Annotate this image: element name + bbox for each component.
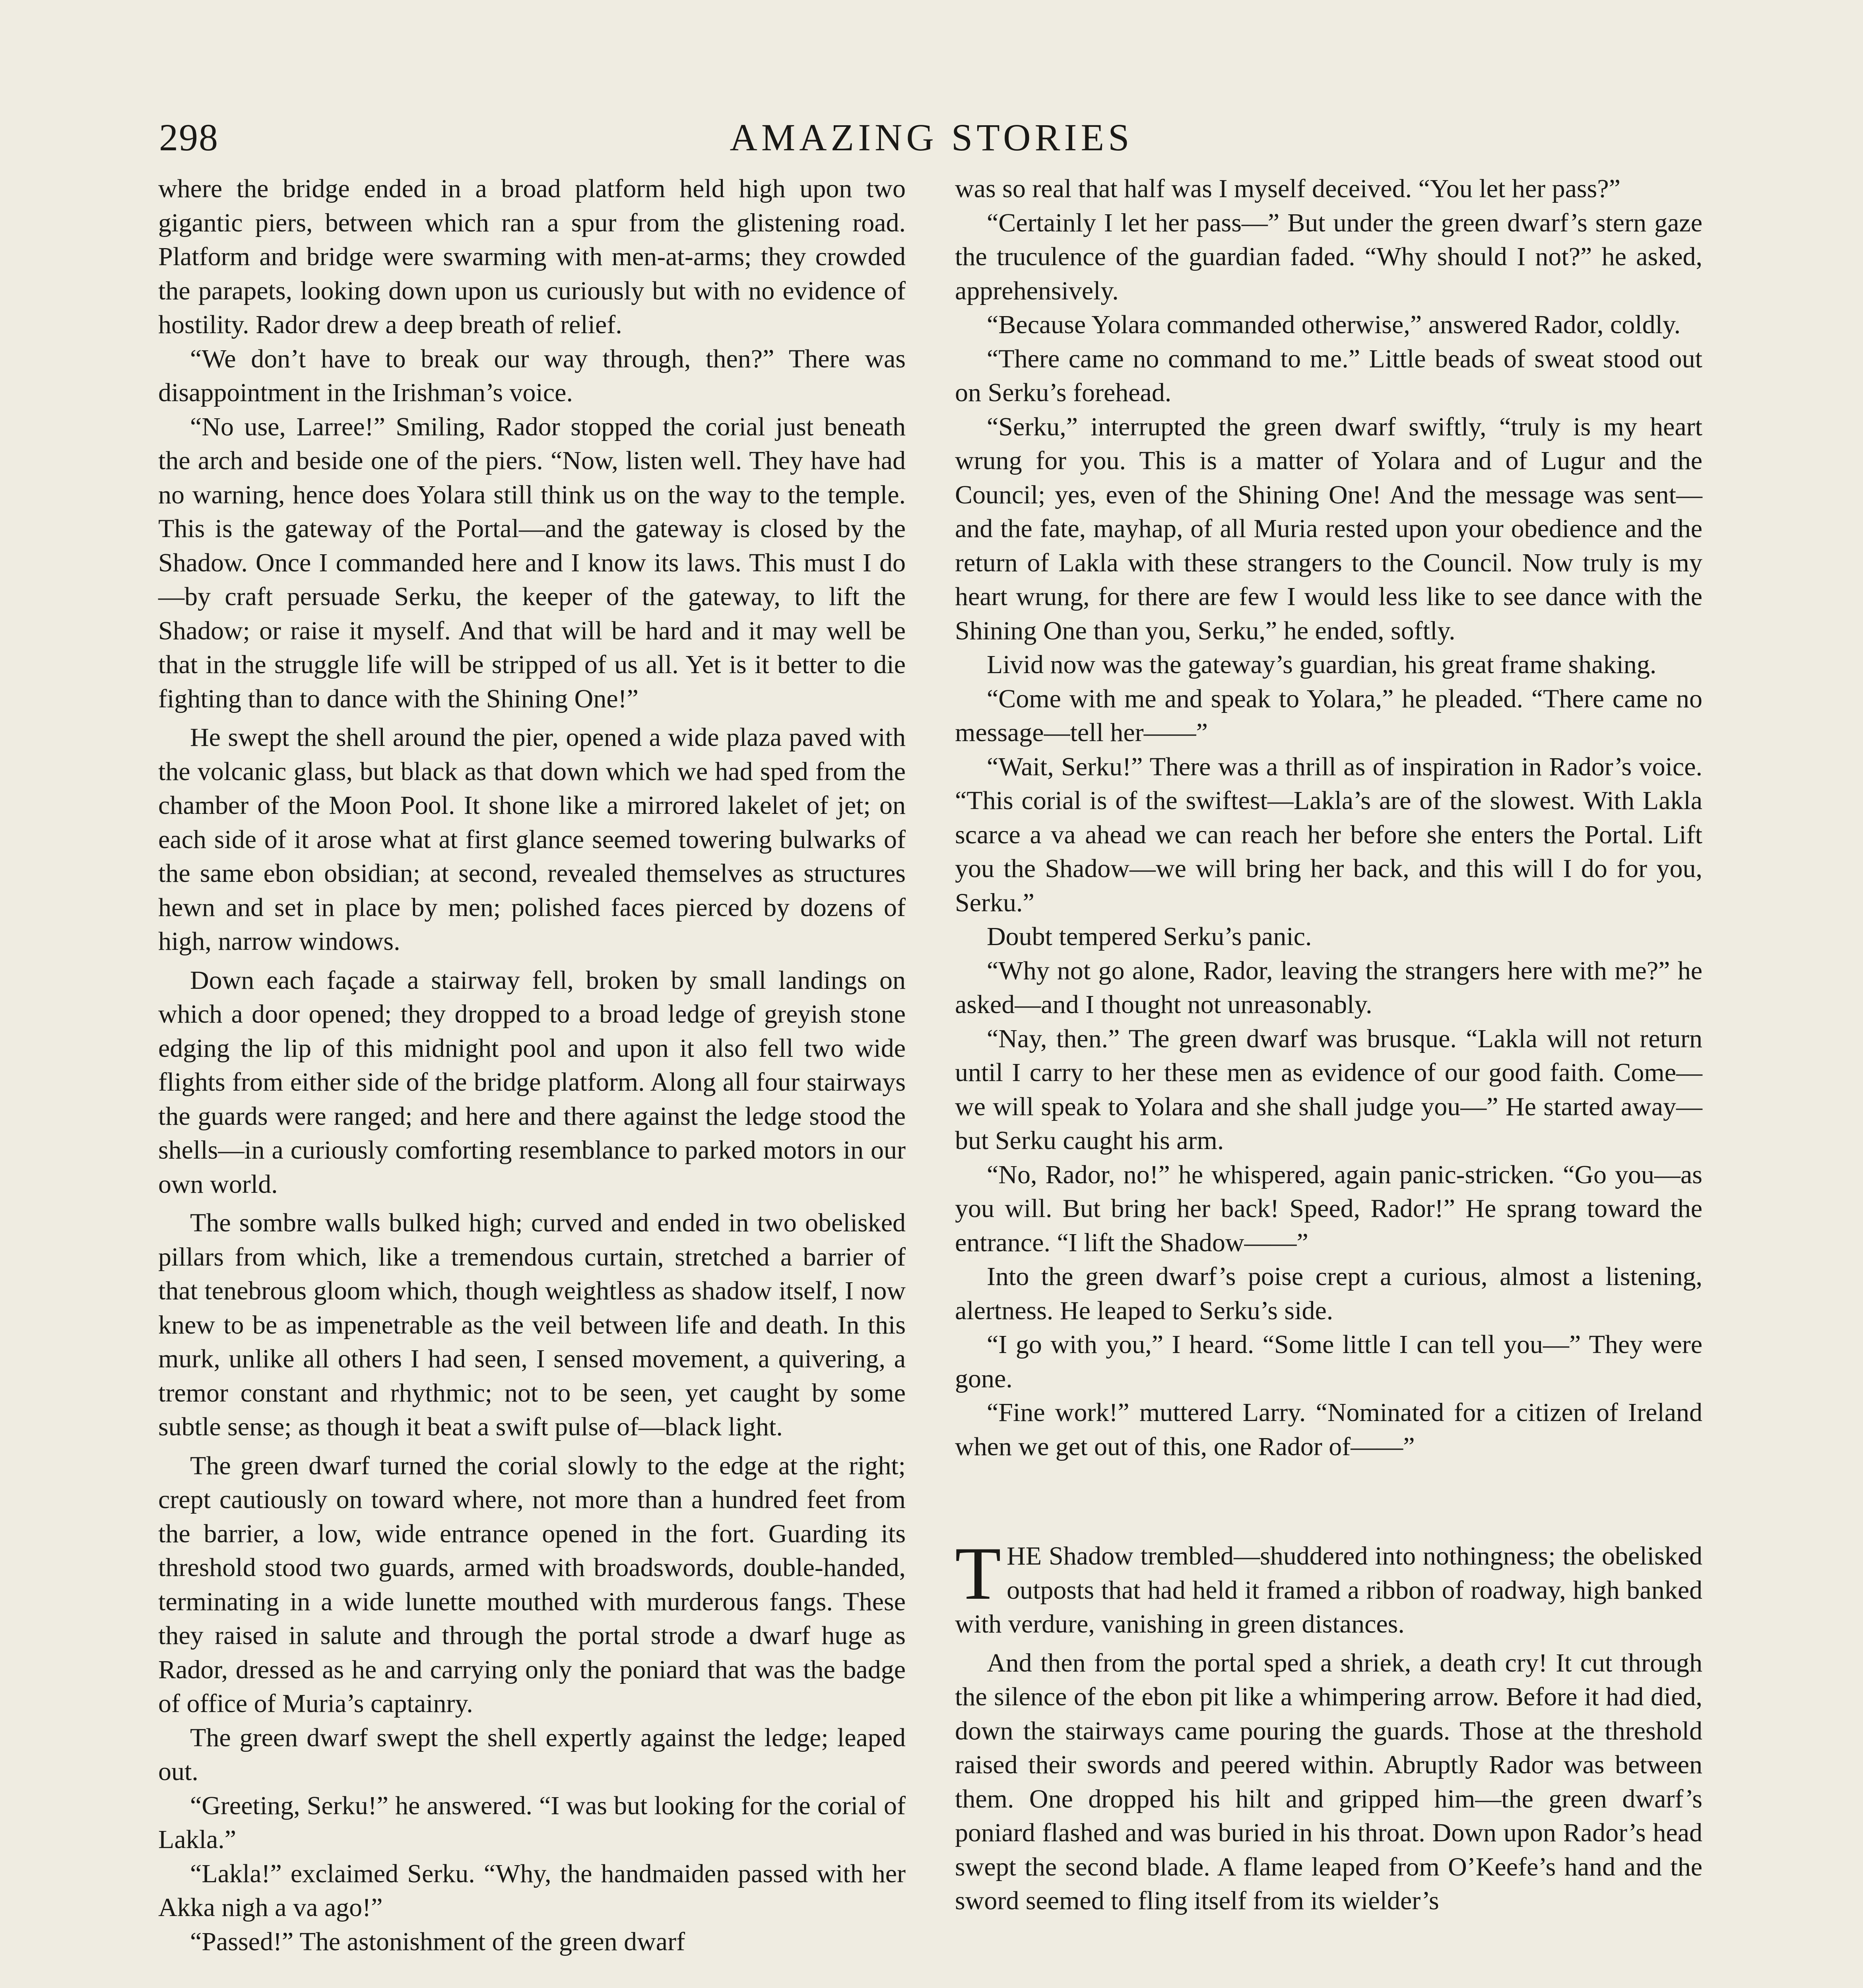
section-break: [955, 1464, 1702, 1539]
paragraph: “Certainly I let her pass—” But under the green dwarf’s stern gaze the truculence of the guardian faded. “Why should I not?” he asked, apprehensively.: [955, 208, 1702, 305]
paragraph: “Wait, Serku!” There was a thrill as of inspiration in Rador’s voice. “This corial is of the swiftest—Lakla’s are of the slowest. With Lakla scarce a va ahead we can reach her before she enters the Portal. Lift you the Shadow—we will bring her back, and this will I do for you, Serku.”: [955, 752, 1702, 917]
paragraph: The sombre walls bulked high; curved and ended in two obelisked pillars from which, like a tremendous curtain, stretched a barrier of that tenebrous gloom which, though weightless as shadow itself, I now knew to be as impenetrable as the veil between life and death. In this murk, unlike all others I had seen, I sensed movement, a quivering, a tremor constant and rhythmic; not to be seen, yet caught by some subtle sense; as though it beat a swift pulse of—black light.: [158, 1208, 906, 1441]
drop-cap: T: [955, 1532, 1001, 1615]
paragraph: “Lakla!” exclaimed Serku. “Why, the handmaiden passed with her Akka nigh a va ago!”: [158, 1859, 906, 1922]
paragraph: And then from the portal sped a shriek, a death cry! It cut through the silence of the ebon pit like a whimpering arrow. Before it had died, down the stairways came pouring the guards. Those at the threshold raised their swords and peered within. Abruptly Rador was between them. One dropped his hilt and gripped him—the green dwarf’s poniard flashed and was buried in his throat. Down upon Rador’s head swept the second blade. A flame leaped from O’Keefe’s hand and the sword seemed to fling itself from its wielder’s: [955, 1648, 1702, 1915]
paragraph: “Because Yolara commanded otherwise,” answered Rador, coldly.: [987, 310, 1681, 339]
paragraph: “No, Rador, no!” he whispered, again panic-stricken. “Go you—as you will. But bring her back! Speed, Rador!” He sprang toward the entrance. “I lift the Shadow——”: [955, 1160, 1702, 1257]
paragraph: The green dwarf swept the shell expertly against the ledge; leaped out.: [158, 1723, 906, 1786]
paragraph: Into the green dwarf’s poise crept a curious, almost a listening, alertness. He leaped to Serku’s side.: [955, 1262, 1702, 1325]
paragraph: “Serku,” interrupted the green dwarf swiftly, “truly is my heart wrung for you. This is a matter of Yolara and of Lugur and the Council; yes, even of the Shining One! And the message was sent—and the fate, mayhap, of all Muria rested upon your obedience and the return of Lakla with these strangers to the Council. Now truly is my heart wrung, for there are few I would less like to see dance with the Shining One than you, Serku,” he ended, softly.: [955, 412, 1702, 645]
paragraph: “Nay, then.” The green dwarf was brusque. “Lakla will not return until I carry to her these men as evidence of our good faith. Come—we will speak to Yolara and she shall judge you—” He started away—but Serku caught his arm.: [955, 1024, 1702, 1155]
paragraph: “Passed!” The astonishment of the green dwarf: [190, 1927, 685, 1956]
paragraph: “There came no command to me.” Little beads of sweat stood out on Serku’s forehead.: [955, 344, 1702, 407]
paragraph: He swept the shell around the pier, opened a wide plaza paved with the volcanic glass, but black as that down which we had sped from the chamber of the Moon Pool. It shone like a mirrored lakelet of jet; on each side of it arose what at first glance seemed towering bulwarks of the same ebon obsidian; at second, revealed themselves as structures hewn and set in place by men; polished faces pierced by dozens of high, narrow windows.: [158, 723, 906, 956]
paragraph: “Come with me and speak to Yolara,” he pleaded. “There came no message—tell her——”: [955, 684, 1702, 747]
page-number: 298: [159, 116, 219, 159]
paragraph-text: HE Shadow trembled—shuddered into nothingness; the obelisked outposts that had held it framed a ribbon of roadway, high banked with verdure, vanishing in green distances.: [955, 1541, 1702, 1639]
dropcap-paragraph: [955, 1532, 1702, 1641]
paragraph: Doubt tempered Serku’s panic.: [987, 922, 1312, 951]
paragraph: The green dwarf turned the corial slowly to the edge at the right; crept cautiously on toward where, not more than a hundred feet from the barrier, a low, wide entrance opened in the fort. Guarding its threshold stood two guards, armed with broadswords, double-handed, terminating in a wide lunette mouthed with murderous fangs. These they raised in salute and through the portal strode a dwarf huge as Rador, dressed as he and carrying only the poniard that was the badge of office of Muria’s captainry.: [158, 1451, 906, 1718]
paragraph: Livid now was the gateway’s guardian, his great frame shaking.: [987, 650, 1657, 679]
paragraph: “We don’t have to break our way through, then?” There was disappointment in the Irishman’s voice.: [158, 344, 906, 407]
paragraph: Down each façade a stairway fell, broken by small landings on which a door opened; they dropped to a broad ledge of greyish stone edging the lip of this midnight pool and upon it also fell two wide flights from either side of the bridge platform. Along all four stairways the guards were ranged; and here and there against the ledge stood the shells—in a curiously comforting resemblance to parked motors in our own world.: [158, 965, 906, 1199]
paragraph: was so real that half was I myself deceived. “You let her pass?”: [955, 174, 1620, 203]
left-column: [158, 172, 906, 1959]
paragraph: “Fine work!” muttered Larry. “Nominated for a citizen of Ireland when we get out of this, one Rador of——”: [955, 1398, 1702, 1461]
paragraph: “Why not go alone, Rador, leaving the strangers here with me?” he asked—and I thought not unreasonably.: [955, 956, 1702, 1019]
paragraph: “No use, Larree!” Smiling, Rador stopped the corial just beneath the arch and beside one of the piers. “Now, listen well. They have had no warning, hence does Yolara still think us on the way to the temple. This is the gateway of the Portal—and the gateway is closed by the Shadow. Once I commanded here and I know its laws. This must I do—by craft persuade Serku, the keeper of the gateway, to lift the Shadow; or raise it myself. And that will be hard and it may well be that in the struggle life will be stripped of us all. Yet is it better to die fighting than to dance with the Shining One!”: [158, 412, 906, 713]
paragraph: “Greeting, Serku!” he answered. “I was but looking for the corial of Lakla.”: [158, 1791, 906, 1854]
paragraph: where the bridge ended in a broad platform held high upon two gigantic piers, between which ran a spur from the glistening road. Platform and bridge were swarming with men-at-arms; they crowded the parapets, looking down upon us curiously but with no evidence of hostility. Rador drew a deep breath of relief.: [158, 174, 906, 339]
paragraph: “I go with you,” I heard. “Some little I can tell you—” They were gone.: [955, 1330, 1702, 1393]
right-column: [955, 172, 1702, 1918]
running-head: AMAZING STORIES: [730, 116, 1133, 159]
